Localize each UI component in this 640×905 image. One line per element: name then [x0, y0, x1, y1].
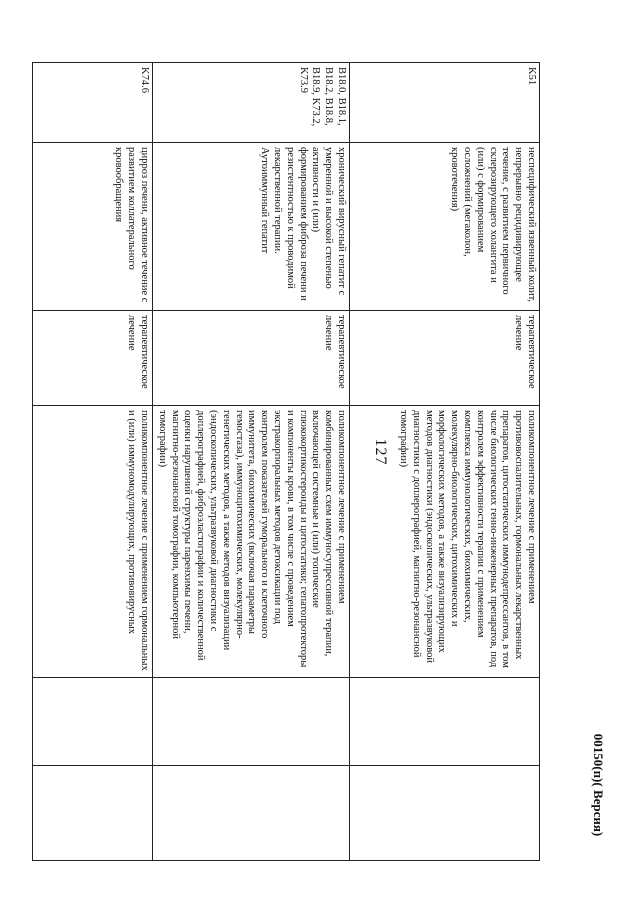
treatment-method-cell: поликомпонентное лечение с применением гормональных и (или) иммуномодулирующих, противовирусных	[33, 406, 153, 678]
procedures-table-container	[70, 62, 540, 860]
table-row	[350, 63, 540, 861]
code-cell: B18.0, B18.1, B18.2, B18.8, B18.9, K73.2, K73.9	[153, 63, 350, 143]
empty-cell	[33, 678, 153, 766]
code-cell: K74.6	[33, 63, 153, 143]
code-cell: K51	[350, 63, 540, 143]
page-number: 127	[372, 438, 389, 466]
table-row	[33, 63, 153, 861]
empty-cell	[350, 766, 540, 861]
diagnosis-cell: цирроз печени, активное течение с развитием коллатерального кровообращения	[33, 143, 153, 311]
treatment-type-cell: терапевтическое лечение	[153, 311, 350, 406]
treatment-type-cell: терапевтическое лечение	[33, 311, 153, 406]
diagnosis-cell: неспецифический язвенный колит, непрерывно рецидивирующее течение, с развитием первичного склерозирующего холангита и (или) с формированием осложнений (мегаколон, кровотечения)	[350, 143, 540, 311]
procedures-table	[32, 62, 540, 861]
empty-cell	[350, 678, 540, 766]
document-version-footer: 00150(п)( Версия)	[591, 733, 606, 837]
empty-cell	[33, 766, 153, 861]
diagnosis-cell: хронический вирусный гепатит с умеренной и высокой степенью активности и (или) формированием фиброза печени и резистентностью к проводимой лекарственной терапии. Аутоиммунный гепатит	[153, 143, 350, 311]
empty-cell	[153, 678, 350, 766]
table-row	[153, 63, 350, 861]
treatment-method-cell: поликомпонентное лечение с применением противовоспалительных, гормональных лекарственных препаратов, цитостатических иммунодепрессантов, в том числе биологических генно-инженерных препаратов, под контролем эффективности терапии с применением комплекса иммунологических, биохимических, молекулярно-биологических, цитохимических и морфологических методов, а также визуализирующих методов диагностики (эндоскопических, ультразвуковой диагностики с доплерографией, магнитно-резонансной томографии)	[350, 406, 540, 678]
empty-cell	[153, 766, 350, 861]
treatment-type-cell: терапевтическое лечение	[350, 311, 540, 406]
treatment-method-cell: поликомпонентное лечение с применением комбинированных схем иммуносупрессивной терапии, включающей системные и (или) топические глюкокортикостероиды и цитостатики; гепатопротекторы и компоненты крови, в том числе с проведением экстракорпоральных методов детоксикации под контролем показателей гуморального и клеточного иммунитета, биохимических (включая параметры гемостаза), иммуноцитохимических, молекулярно-генетических методов, а также методов визуализации (эндоскопических, ультразвуковой диагностики с доплерографией, фиброэластографии и количественной оценки нарушений структуры паренхимы печени, магнитно-резонансной томографии, компьютерной томографии)	[153, 406, 350, 678]
